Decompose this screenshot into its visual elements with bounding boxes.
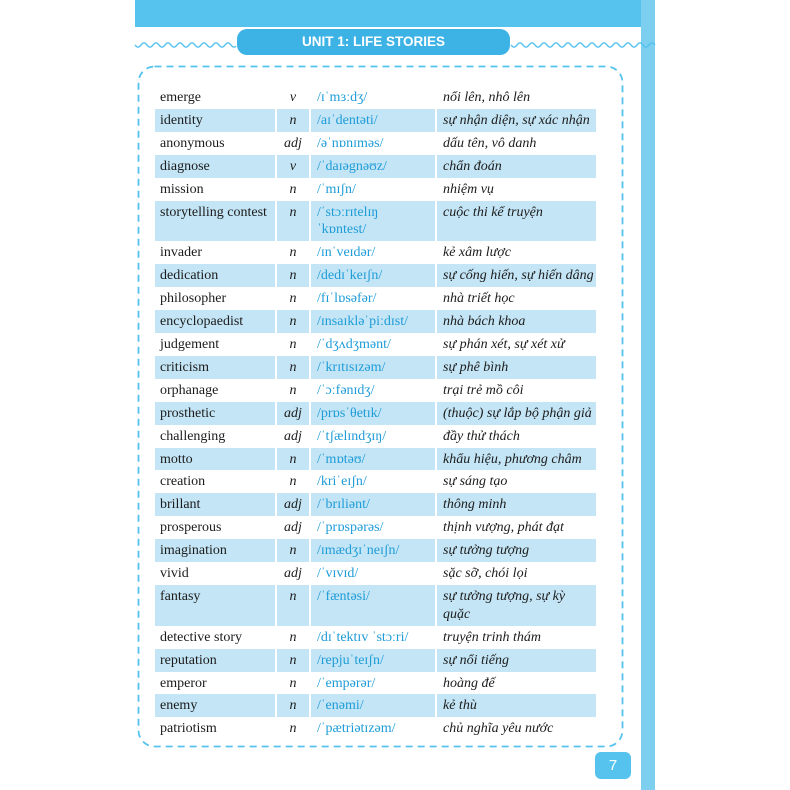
pos-text: n bbox=[289, 314, 297, 330]
ipa-cell bbox=[311, 649, 435, 672]
meaning-cell bbox=[437, 649, 596, 672]
word-cell bbox=[155, 86, 275, 109]
ipa-text: /ˈdʒʌdʒmənt/ bbox=[317, 336, 391, 352]
pos-cell bbox=[277, 155, 309, 178]
ipa-cell bbox=[311, 425, 435, 448]
pos-cell bbox=[277, 356, 309, 379]
meaning-text: sự nổi tiếng bbox=[443, 652, 509, 668]
ipa-text: /prɒsˈθetɪk/ bbox=[317, 405, 382, 421]
meaning-cell bbox=[437, 470, 596, 493]
vocab-row bbox=[155, 178, 596, 201]
ipa-text: /ˈdaɪəgnəʊz/ bbox=[317, 158, 387, 174]
pos-cell bbox=[277, 516, 309, 539]
ipa-text: /ˈvɪvɪd/ bbox=[317, 566, 359, 582]
word-text: fantasy bbox=[160, 588, 201, 604]
word-cell bbox=[155, 402, 275, 425]
vocab-row bbox=[155, 201, 596, 242]
word-cell bbox=[155, 470, 275, 493]
ipa-cell bbox=[311, 694, 435, 717]
ipa-cell bbox=[311, 493, 435, 516]
meaning-text: sự cống hiến, sự hiến dâng bbox=[443, 268, 594, 284]
pos-cell bbox=[277, 425, 309, 448]
vocabulary-table bbox=[155, 86, 596, 740]
meaning-cell bbox=[437, 132, 596, 155]
meaning-text: sự nhận diện, sự xác nhận bbox=[443, 112, 590, 128]
ipa-cell bbox=[311, 109, 435, 132]
vocab-row bbox=[155, 333, 596, 356]
meaning-cell bbox=[437, 333, 596, 356]
pos-text: n bbox=[289, 112, 297, 128]
word-text: criticism bbox=[160, 359, 209, 375]
ipa-text: /ˈpætriətɪzəm/ bbox=[317, 721, 396, 737]
ipa-text: /ɪmædʒɪˈneɪʃn/ bbox=[317, 543, 400, 559]
ipa-text: /ˈtʃælɪndʒɪŋ/ bbox=[317, 428, 387, 444]
pos-cell bbox=[277, 717, 309, 740]
meaning-text: (thuộc) sự lắp bộ phận giả bbox=[443, 405, 592, 421]
vocab-row bbox=[155, 717, 596, 740]
meaning-text: khẩu hiệu, phương châm bbox=[443, 451, 582, 467]
meaning-cell bbox=[437, 287, 596, 310]
meaning-text: kẻ xâm lược bbox=[443, 245, 511, 261]
ipa-text: /aɪˈdentəti/ bbox=[317, 112, 378, 128]
vocab-row bbox=[155, 470, 596, 493]
meaning-cell bbox=[437, 86, 596, 109]
pos-text: n bbox=[289, 245, 297, 261]
vocab-row bbox=[155, 402, 596, 425]
word-cell bbox=[155, 425, 275, 448]
pos-text: n bbox=[289, 698, 297, 714]
pos-text: adj bbox=[284, 428, 302, 444]
word-text: emperor bbox=[160, 675, 207, 691]
ipa-text: /ˈmɒtəʊ/ bbox=[317, 451, 366, 467]
meaning-text: nhà triết học bbox=[443, 291, 515, 307]
ipa-text: /dedɪˈkeɪʃn/ bbox=[317, 268, 383, 284]
ipa-cell bbox=[311, 626, 435, 649]
word-text: challenging bbox=[160, 428, 226, 444]
pos-cell bbox=[277, 178, 309, 201]
pos-cell bbox=[277, 694, 309, 717]
vocab-row bbox=[155, 649, 596, 672]
vocab-row bbox=[155, 539, 596, 562]
word-cell bbox=[155, 178, 275, 201]
word-text: philosopher bbox=[160, 291, 227, 307]
ipa-cell bbox=[311, 562, 435, 585]
ipa-text: /ˈprɒspərəs/ bbox=[317, 520, 384, 536]
meaning-cell bbox=[437, 626, 596, 649]
word-text: mission bbox=[160, 181, 204, 197]
vocab-row bbox=[155, 562, 596, 585]
ipa-text: /dɪˈtektɪv ˈstɔːri/ bbox=[317, 629, 409, 645]
ipa-cell bbox=[311, 379, 435, 402]
meaning-text: truyện trinh thám bbox=[443, 629, 541, 645]
pos-text: n bbox=[289, 336, 297, 352]
pos-text: v bbox=[289, 90, 297, 105]
meaning-text: sự phê bình bbox=[443, 359, 509, 375]
meaning-text: thịnh vượng, phát đạt bbox=[443, 520, 564, 536]
meaning-text: chủ nghĩa yêu nước bbox=[443, 721, 554, 737]
ipa-cell bbox=[311, 310, 435, 333]
word-cell bbox=[155, 516, 275, 539]
pos-cell bbox=[277, 86, 309, 109]
pos-text: adj bbox=[284, 566, 302, 582]
pos-cell bbox=[277, 109, 309, 132]
word-cell bbox=[155, 310, 275, 333]
meaning-cell bbox=[437, 539, 596, 562]
meaning-text: chẩn đoán bbox=[443, 158, 502, 174]
meaning-cell bbox=[437, 379, 596, 402]
ipa-cell bbox=[311, 585, 435, 626]
meaning-cell bbox=[437, 448, 596, 471]
ipa-cell bbox=[311, 201, 435, 242]
word-cell bbox=[155, 672, 275, 695]
vocab-row bbox=[155, 379, 596, 402]
ipa-cell bbox=[311, 539, 435, 562]
pos-text: n bbox=[289, 291, 297, 307]
ipa-text: /ˈkrɪtɪsɪzəm/ bbox=[317, 359, 386, 375]
meaning-cell bbox=[437, 178, 596, 201]
word-cell bbox=[155, 493, 275, 516]
vocab-row bbox=[155, 155, 596, 178]
ipa-cell bbox=[311, 287, 435, 310]
pos-text: n bbox=[289, 359, 297, 375]
word-text: diagnose bbox=[160, 158, 210, 174]
word-text: encyclopaedist bbox=[160, 314, 244, 330]
pos-text: n bbox=[289, 588, 297, 604]
meaning-text: nhiệm vụ bbox=[443, 181, 494, 197]
meaning-text: trại trẻ mồ côi bbox=[443, 382, 524, 398]
ipa-cell bbox=[311, 155, 435, 178]
pos-text: n bbox=[289, 474, 297, 490]
vocab-row bbox=[155, 672, 596, 695]
word-text: imagination bbox=[160, 543, 227, 559]
pos-text: v bbox=[289, 158, 297, 174]
meaning-text: cuộc thi kể truyện bbox=[443, 204, 543, 220]
ipa-text: /ˈfæntəsi/ bbox=[317, 588, 370, 604]
word-text: dedication bbox=[160, 268, 219, 284]
meaning-cell bbox=[437, 493, 596, 516]
pos-cell bbox=[277, 493, 309, 516]
vocab-row bbox=[155, 425, 596, 448]
ipa-text: /ɪnˈveɪdər/ bbox=[317, 245, 376, 261]
pos-cell bbox=[277, 585, 309, 626]
pos-text: adj bbox=[284, 405, 302, 421]
meaning-cell bbox=[437, 585, 596, 626]
pos-text: n bbox=[289, 268, 297, 284]
word-text: enemy bbox=[160, 698, 198, 714]
pos-cell bbox=[277, 672, 309, 695]
ipa-cell bbox=[311, 448, 435, 471]
ipa-cell bbox=[311, 402, 435, 425]
meaning-cell bbox=[437, 155, 596, 178]
vocab-row bbox=[155, 132, 596, 155]
pos-cell bbox=[277, 626, 309, 649]
vocab-row bbox=[155, 493, 596, 516]
ipa-text: ˈkɒntest/ bbox=[317, 222, 367, 238]
pos-cell bbox=[277, 287, 309, 310]
pos-text: n bbox=[289, 721, 297, 737]
meaning-cell bbox=[437, 672, 596, 695]
pos-text: adj bbox=[284, 520, 302, 536]
meaning-cell bbox=[437, 562, 596, 585]
meaning-cell bbox=[437, 717, 596, 740]
pos-cell bbox=[277, 201, 309, 242]
vocab-row bbox=[155, 310, 596, 333]
word-text: prosperous bbox=[160, 520, 222, 536]
vocab-row bbox=[155, 241, 596, 264]
vocab-row bbox=[155, 264, 596, 287]
ipa-cell bbox=[311, 356, 435, 379]
pos-text: n bbox=[289, 382, 297, 398]
word-text: identity bbox=[160, 112, 203, 128]
vocab-row bbox=[155, 448, 596, 471]
word-cell bbox=[155, 694, 275, 717]
pos-text: n bbox=[289, 451, 297, 467]
pos-cell bbox=[277, 379, 309, 402]
ipa-text: /əˈnɒnɪməs/ bbox=[317, 135, 384, 151]
word-cell bbox=[155, 539, 275, 562]
pos-text: adj bbox=[284, 135, 302, 151]
word-cell bbox=[155, 333, 275, 356]
pos-cell bbox=[277, 448, 309, 471]
ipa-cell bbox=[311, 470, 435, 493]
meaning-text: sặc sỡ, chói lọi bbox=[443, 566, 528, 582]
word-cell bbox=[155, 287, 275, 310]
vocab-row bbox=[155, 86, 596, 109]
vocab-row bbox=[155, 585, 596, 626]
unit-title-text: UNIT 1: LIFE STORIES bbox=[301, 34, 445, 49]
word-cell bbox=[155, 264, 275, 287]
ipa-text: /ˈɔːfənɪdʒ/ bbox=[317, 382, 375, 398]
ipa-text: /repjuˈteɪʃn/ bbox=[317, 652, 384, 668]
ipa-cell bbox=[311, 241, 435, 264]
pos-text: adj bbox=[284, 497, 302, 513]
vocab-row bbox=[155, 626, 596, 649]
pos-cell bbox=[277, 310, 309, 333]
word-text: reputation bbox=[160, 652, 217, 668]
pos-cell bbox=[277, 649, 309, 672]
word-text: judgement bbox=[160, 336, 220, 352]
ipa-cell bbox=[311, 333, 435, 356]
meaning-cell bbox=[437, 241, 596, 264]
word-cell bbox=[155, 356, 275, 379]
meaning-text: nhà bách khoa bbox=[443, 314, 526, 330]
ipa-text: /ˈempərər/ bbox=[317, 675, 376, 691]
meaning-text: hoàng đế bbox=[443, 675, 495, 691]
vocab-row bbox=[155, 694, 596, 717]
ipa-cell bbox=[311, 264, 435, 287]
pos-cell bbox=[277, 264, 309, 287]
ipa-cell bbox=[311, 132, 435, 155]
ipa-text: /ˈmɪʃn/ bbox=[317, 181, 356, 197]
meaning-cell bbox=[437, 201, 596, 242]
word-cell bbox=[155, 379, 275, 402]
meaning-text: quặc bbox=[443, 606, 471, 622]
pos-text: n bbox=[289, 652, 297, 668]
meaning-text: sự sáng tạo bbox=[443, 474, 508, 490]
word-cell bbox=[155, 201, 275, 242]
pos-text: n bbox=[289, 543, 297, 559]
ipa-cell bbox=[311, 672, 435, 695]
pos-text: n bbox=[289, 181, 297, 197]
word-text: detective story bbox=[160, 629, 243, 645]
word-text: emerge bbox=[160, 90, 201, 105]
vocab-row bbox=[155, 356, 596, 379]
ipa-text: /ˈstɔːrɪtelɪŋ bbox=[317, 204, 379, 220]
word-cell bbox=[155, 562, 275, 585]
ipa-text: /ˈbrɪliənt/ bbox=[317, 497, 370, 513]
word-cell bbox=[155, 155, 275, 178]
pos-text: n bbox=[289, 675, 297, 691]
pos-text: n bbox=[289, 629, 297, 645]
word-text: anonymous bbox=[160, 135, 225, 151]
ipa-text: /fɪˈlɒsəfər/ bbox=[317, 291, 377, 307]
ipa-cell bbox=[311, 178, 435, 201]
pos-cell bbox=[277, 333, 309, 356]
meaning-text: sự tưởng tượng, sự kỳ bbox=[443, 588, 566, 604]
vocab-row bbox=[155, 287, 596, 310]
word-text: invader bbox=[160, 245, 202, 261]
meaning-cell bbox=[437, 425, 596, 448]
word-text: orphanage bbox=[160, 382, 219, 398]
pos-cell bbox=[277, 539, 309, 562]
meaning-cell bbox=[437, 516, 596, 539]
meaning-text: sự tưởng tượng bbox=[443, 543, 530, 559]
word-text: vivid bbox=[160, 566, 189, 582]
word-text: brillant bbox=[160, 497, 201, 513]
ipa-cell bbox=[311, 717, 435, 740]
word-cell bbox=[155, 132, 275, 155]
word-text: storytelling contest bbox=[160, 204, 267, 220]
page-number: 7 bbox=[595, 752, 631, 779]
meaning-cell bbox=[437, 694, 596, 717]
word-cell bbox=[155, 717, 275, 740]
meaning-cell bbox=[437, 402, 596, 425]
meaning-text: nổi lên, nhô lên bbox=[443, 90, 531, 105]
meaning-cell bbox=[437, 109, 596, 132]
word-cell bbox=[155, 241, 275, 264]
word-cell bbox=[155, 448, 275, 471]
word-cell bbox=[155, 585, 275, 626]
ipa-cell bbox=[311, 86, 435, 109]
pos-cell bbox=[277, 241, 309, 264]
meaning-cell bbox=[437, 356, 596, 379]
meaning-text: dấu tên, vô danh bbox=[443, 135, 537, 151]
ipa-cell bbox=[311, 516, 435, 539]
pos-cell bbox=[277, 132, 309, 155]
ipa-text: /kriˈeɪʃn/ bbox=[317, 474, 367, 490]
ipa-text: /ɪˈmɜːdʒ/ bbox=[317, 90, 368, 105]
pos-cell bbox=[277, 402, 309, 425]
meaning-text: sự phán xét, sự xét xử bbox=[443, 336, 565, 352]
word-text: prosthetic bbox=[160, 405, 216, 421]
pos-cell bbox=[277, 470, 309, 493]
meaning-cell bbox=[437, 264, 596, 287]
vocab-row bbox=[155, 109, 596, 132]
pos-text: n bbox=[289, 204, 297, 220]
ipa-text: /ɪnsaɪkləˈpiːdɪst/ bbox=[317, 314, 408, 330]
ipa-text: /ˈenəmi/ bbox=[317, 698, 364, 714]
word-text: creation bbox=[160, 474, 206, 490]
meaning-cell bbox=[437, 310, 596, 333]
word-cell bbox=[155, 626, 275, 649]
word-cell bbox=[155, 649, 275, 672]
word-text: patriotism bbox=[160, 721, 217, 737]
vocab-row bbox=[155, 516, 596, 539]
meaning-text: thông minh bbox=[443, 497, 507, 513]
word-cell bbox=[155, 109, 275, 132]
meaning-text: đầy thử thách bbox=[443, 428, 520, 444]
word-text: motto bbox=[160, 451, 193, 467]
pos-cell bbox=[277, 562, 309, 585]
meaning-text: kẻ thù bbox=[443, 698, 477, 714]
